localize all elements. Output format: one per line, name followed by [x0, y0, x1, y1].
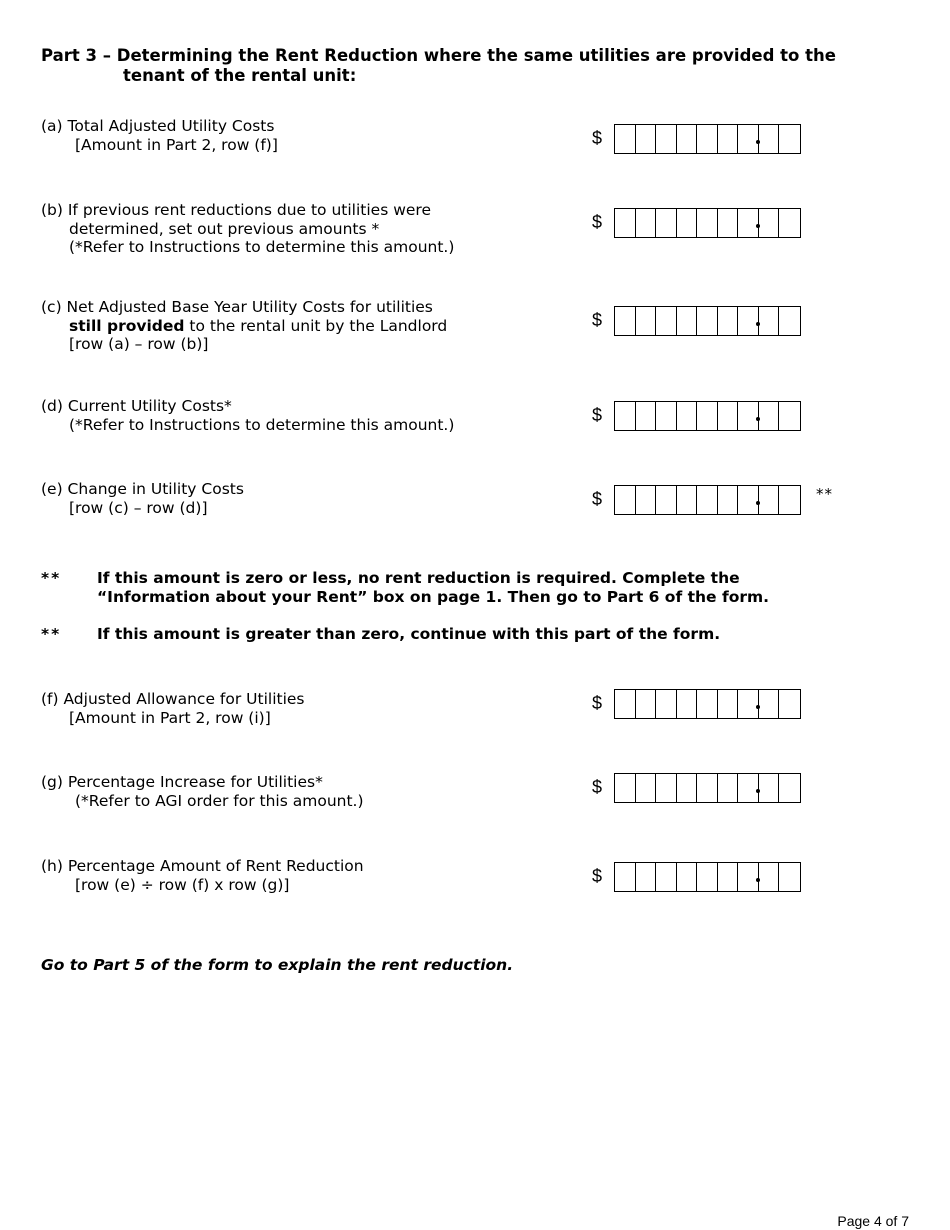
row-a-line-2: [Amount in Part 2, row (f)]: [75, 135, 278, 154]
row-h-line-2: [row (e) ÷ row (f) x row (g)]: [75, 875, 290, 894]
dollar-sign: $: [592, 866, 603, 886]
note-marker: **: [41, 569, 62, 587]
row-f-label: [41, 690, 305, 727]
digit-box[interactable]: [677, 774, 698, 802]
digit-box[interactable]: [718, 125, 739, 153]
digit-box[interactable]: [697, 486, 718, 514]
cents-box[interactable]: [779, 125, 800, 153]
digit-box[interactable]: [615, 863, 636, 891]
digit-box[interactable]: [615, 486, 636, 514]
row-b-line-1: (b) If previous rent reductions due to utilities were: [41, 201, 431, 219]
row-b-amount-field[interactable]: [592, 208, 852, 239]
digit-box[interactable]: [697, 690, 718, 718]
digit-box[interactable]: [677, 486, 698, 514]
note-2-line-1: If this amount is greater than zero, continue with this part of the form.: [97, 625, 721, 643]
row-f-amount-field[interactable]: [592, 689, 852, 720]
cents-box[interactable]: [759, 125, 780, 153]
row-h-digit-boxes[interactable]: [614, 862, 801, 892]
digit-box[interactable]: [636, 125, 657, 153]
cents-box[interactable]: [759, 209, 780, 237]
page-number: Page 4 of 7: [837, 1213, 909, 1229]
dollar-sign: $: [592, 489, 603, 509]
digit-box[interactable]: [697, 125, 718, 153]
cents-box[interactable]: [759, 863, 780, 891]
digit-box[interactable]: [636, 863, 657, 891]
cents-box[interactable]: [779, 402, 800, 430]
dollar-sign: $: [592, 128, 603, 148]
digit-box[interactable]: [656, 125, 677, 153]
row-c-line-1: (c) Net Adjusted Base Year Utility Costs for utilities: [41, 298, 433, 316]
digit-box[interactable]: [636, 307, 657, 335]
row-a-label: [41, 117, 278, 154]
cents-box[interactable]: [779, 209, 800, 237]
row-c-line-2-rest: to the rental unit by the Landlord: [184, 316, 448, 335]
digit-box[interactable]: [677, 863, 698, 891]
row-f-line-2: [Amount in Part 2, row (i)]: [69, 708, 271, 727]
row-c-digit-boxes[interactable]: [614, 306, 801, 336]
digit-box[interactable]: [738, 486, 759, 514]
row-b-label: [41, 201, 454, 257]
row-d-digit-boxes[interactable]: [614, 401, 801, 431]
row-b-line-2: determined, set out previous amounts *: [69, 219, 380, 238]
digit-box[interactable]: [656, 307, 677, 335]
digit-box[interactable]: [636, 402, 657, 430]
row-c-line-3: [row (a) – row (b)]: [69, 335, 209, 353]
part-3-title-line-2: tenant of the rental unit:: [123, 66, 357, 85]
digit-box[interactable]: [738, 209, 759, 237]
digit-box[interactable]: [615, 402, 636, 430]
digit-box[interactable]: [738, 690, 759, 718]
digit-box[interactable]: [718, 690, 739, 718]
cents-box[interactable]: [779, 486, 800, 514]
digit-box[interactable]: [738, 774, 759, 802]
digit-box[interactable]: [738, 863, 759, 891]
cents-box[interactable]: [759, 402, 780, 430]
digit-box[interactable]: [677, 690, 698, 718]
digit-box[interactable]: [718, 209, 739, 237]
cents-box[interactable]: [759, 774, 780, 802]
row-f-digit-boxes[interactable]: [614, 689, 801, 719]
note-greater-than-zero: [41, 625, 857, 644]
row-a-amount-field[interactable]: [592, 124, 852, 155]
digit-box[interactable]: [615, 125, 636, 153]
row-h-label: [41, 857, 364, 894]
digit-box[interactable]: [677, 402, 698, 430]
digit-box[interactable]: [718, 863, 739, 891]
digit-box[interactable]: [636, 690, 657, 718]
digit-box[interactable]: [656, 209, 677, 237]
dollar-sign: $: [592, 693, 603, 713]
row-e-line-1: (e) Change in Utility Costs: [41, 480, 244, 498]
digit-box[interactable]: [615, 690, 636, 718]
digit-box[interactable]: [615, 774, 636, 802]
dollar-sign: $: [592, 405, 603, 425]
row-c-label: [41, 298, 447, 354]
digit-box[interactable]: [738, 125, 759, 153]
digit-box[interactable]: [697, 209, 718, 237]
row-e-digit-boxes[interactable]: [614, 485, 801, 515]
row-d-line-2: (*Refer to Instructions to determine this amount.): [69, 415, 455, 434]
row-a-digit-boxes[interactable]: [614, 124, 801, 154]
digit-box[interactable]: [656, 690, 677, 718]
digit-box[interactable]: [636, 774, 657, 802]
digit-box[interactable]: [677, 307, 698, 335]
digit-box[interactable]: [615, 209, 636, 237]
digit-box[interactable]: [677, 125, 698, 153]
digit-box[interactable]: [636, 209, 657, 237]
cents-box[interactable]: [759, 307, 780, 335]
cents-box[interactable]: [779, 307, 800, 335]
row-c-line-2: [41, 317, 447, 336]
part-3-title: [41, 46, 921, 86]
cents-box[interactable]: [779, 774, 800, 802]
row-h-amount-field[interactable]: [592, 862, 852, 893]
row-g-digit-boxes[interactable]: [614, 773, 801, 803]
digit-box[interactable]: [697, 402, 718, 430]
row-g-line-1: (g) Percentage Increase for Utilities*: [41, 773, 323, 791]
cents-box[interactable]: [779, 863, 800, 891]
digit-box[interactable]: [656, 863, 677, 891]
digit-box[interactable]: [738, 307, 759, 335]
row-g-line-2: (*Refer to AGI order for this amount.): [75, 791, 364, 810]
note-1-line-2: “Information about your Rent” box on page 1. Then go to Part 6 of the form.: [97, 588, 770, 606]
dollar-sign: $: [592, 310, 603, 330]
part-3-title-line-1: Part 3 – Determining the Rent Reduction where the same utilities are provided to the: [41, 46, 836, 65]
digit-box[interactable]: [697, 774, 718, 802]
row-c-amount-field[interactable]: [592, 306, 852, 337]
note-marker: **: [41, 625, 62, 643]
row-b-digit-boxes[interactable]: [614, 208, 801, 238]
row-f-line-1: (f) Adjusted Allowance for Utilities: [41, 690, 305, 708]
digit-box[interactable]: [738, 402, 759, 430]
dollar-sign: $: [592, 777, 603, 797]
row-d-amount-field[interactable]: [592, 401, 852, 432]
digit-box[interactable]: [697, 307, 718, 335]
go-to-part-5-instruction: Go to Part 5 of the form to explain the rent reduction.: [41, 956, 514, 974]
digit-box[interactable]: [697, 863, 718, 891]
row-d-line-1: (d) Current Utility Costs*: [41, 397, 232, 415]
note-1-line-1: If this amount is zero or less, no rent reduction is required. Complete the: [97, 569, 740, 587]
row-e-label: [41, 480, 244, 517]
digit-box[interactable]: [656, 486, 677, 514]
digit-box[interactable]: [677, 209, 698, 237]
digit-box[interactable]: [718, 486, 739, 514]
digit-box[interactable]: [636, 486, 657, 514]
row-b-line-3: (*Refer to Instructions to determine this amount.): [69, 238, 455, 256]
row-g-amount-field[interactable]: [592, 773, 852, 804]
row-e-line-2: [row (c) – row (d)]: [69, 498, 208, 517]
row-e-amount-field[interactable]: [592, 485, 852, 516]
digit-box[interactable]: [718, 402, 739, 430]
cents-box[interactable]: [779, 690, 800, 718]
digit-box[interactable]: [615, 307, 636, 335]
cents-box[interactable]: [759, 486, 780, 514]
row-h-line-1: (h) Percentage Amount of Rent Reduction: [41, 857, 364, 875]
row-d-label: [41, 397, 454, 434]
dollar-sign: $: [592, 212, 603, 232]
row-a-line-1: (a) Total Adjusted Utility Costs: [41, 117, 275, 135]
digit-box[interactable]: [656, 774, 677, 802]
digit-box[interactable]: [718, 774, 739, 802]
digit-box[interactable]: [656, 402, 677, 430]
note-zero-or-less: [41, 569, 857, 607]
row-g-label: [41, 773, 364, 810]
row-e-footnote-marker: **: [816, 485, 833, 503]
row-c-emphasis: still provided: [69, 316, 185, 335]
cents-box[interactable]: [759, 690, 780, 718]
digit-box[interactable]: [718, 307, 739, 335]
